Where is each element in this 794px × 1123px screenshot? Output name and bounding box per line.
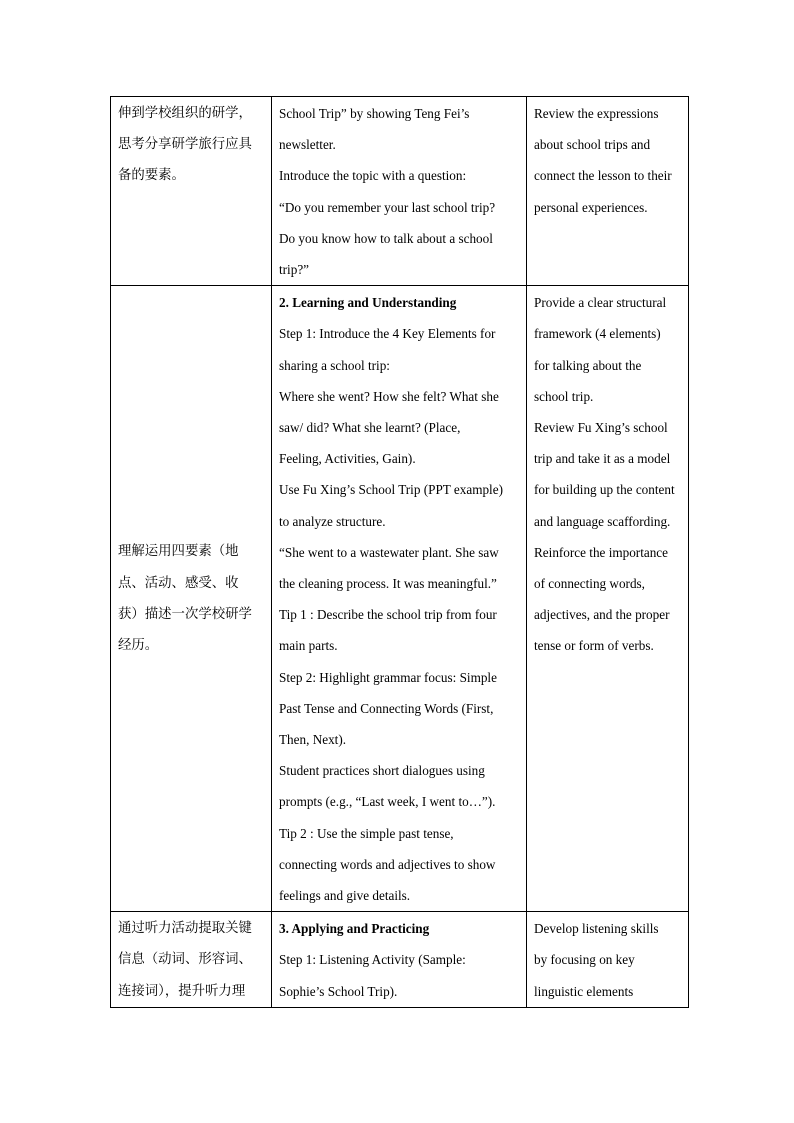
activity-line: Tip 1 : Describe the school trip from four <box>279 607 497 623</box>
objective-line: 点、活动、感受、收 <box>118 575 239 591</box>
purpose-cell <box>527 912 689 1008</box>
activity-line: trip?” <box>279 262 310 278</box>
purpose-line: by focusing on key <box>534 952 635 968</box>
section-heading: 3. Applying and Practicing <box>279 921 430 937</box>
activity-line: Feeling, Activities, Gain). <box>279 451 416 467</box>
purpose-line: about school trips and <box>534 137 651 153</box>
activity-line: School Trip” by showing Teng Fei’s <box>279 106 470 121</box>
activity-line: Where she went? How she felt? What she <box>279 388 499 404</box>
activity-line: Use Fu Xing’s School Trip (PPT example) <box>279 482 503 498</box>
purpose-line: adjectives, and the proper <box>534 607 670 623</box>
activity-line: Sophie’s School Trip). <box>279 983 398 999</box>
section-heading: 2. Learning and Understanding <box>279 295 457 311</box>
activity-cell <box>272 912 527 1008</box>
objective-cell <box>111 912 272 1008</box>
activity-line: to analyze structure. <box>279 513 386 529</box>
purpose-line: tense or form of verbs. <box>534 638 654 654</box>
activity-line: Past Tense and Connecting Words (First, <box>279 700 494 716</box>
activity-line: prompts (e.g., “Last week, I went to…”). <box>279 794 496 810</box>
objective-cell <box>111 97 272 286</box>
purpose-line: Provide a clear structural <box>534 295 667 311</box>
purpose-line: linguistic elements <box>534 983 634 999</box>
purpose-line: for talking about the <box>534 357 642 373</box>
activity-line: Introduce the topic with a question: <box>279 168 467 184</box>
activity-line: saw/ did? What she learnt? (Place, <box>279 420 461 436</box>
purpose-line: Review Fu Xing’s school <box>534 420 668 436</box>
activity-line: main parts. <box>279 638 338 654</box>
activity-line: Step 1: Listening Activity (Sample: <box>279 952 466 968</box>
activity-line: Step 1: Introduce the 4 Key Elements for <box>279 326 496 342</box>
purpose-cell <box>527 97 689 286</box>
objective-line: 连接词），提升听力理 <box>118 983 246 999</box>
purpose-line: for building up the content <box>534 482 675 498</box>
objective-line: 经历。 <box>118 637 159 653</box>
table-row <box>111 97 689 286</box>
table-row <box>111 912 689 1008</box>
purpose-line: and language scaffording. <box>534 513 671 529</box>
purpose-line: Develop listening skills <box>534 921 659 937</box>
activity-line: “Do you remember your last school trip? <box>279 199 496 215</box>
activity-cell <box>272 97 527 286</box>
activity-line: “She went to a wastewater plant. She saw <box>279 544 499 560</box>
purpose-line: personal experiences. <box>534 199 648 215</box>
objective-line: 信息（动词、形容词、 <box>118 952 252 968</box>
purpose-line: Review the expressions <box>534 106 659 121</box>
table-row <box>111 286 689 912</box>
lesson-plan-table <box>110 96 689 1008</box>
objective-line: 理解运用四要素（地 <box>118 544 239 560</box>
purpose-cell <box>527 286 689 912</box>
activity-line: Do you know how to talk about a school <box>279 230 493 246</box>
objective-line: 通过听力活动提取关键 <box>118 921 252 937</box>
activity-line: Tip 2 : Use the simple past tense, <box>279 825 454 841</box>
activity-line: connecting words and adjectives to show <box>279 856 496 872</box>
purpose-line: framework (4 elements) <box>534 326 661 342</box>
activity-cell <box>272 286 527 912</box>
activity-line: the cleaning process. It was meaningful.” <box>279 576 497 592</box>
activity-line: newsletter. <box>279 137 336 153</box>
purpose-line: trip and take it as a model <box>534 451 671 467</box>
activity-line: sharing a school trip: <box>279 357 390 373</box>
activity-line: Student practices short dialogues using <box>279 763 485 779</box>
objective-line: 备的要素。 <box>118 168 185 184</box>
activity-line: feelings and give details. <box>279 888 411 904</box>
objective-line: 获）描述一次学校研学 <box>118 606 252 622</box>
activity-line: Then, Next). <box>279 732 347 748</box>
objective-line: 伸到学校组织的研学， <box>118 106 252 121</box>
purpose-line: of connecting words, <box>534 576 645 592</box>
purpose-line: connect the lesson to their <box>534 168 672 184</box>
objective-cell <box>111 286 272 912</box>
purpose-line: Reinforce the importance <box>534 544 669 560</box>
objective-line: 思考分享研学旅行应具 <box>118 137 252 153</box>
purpose-line: school trip. <box>534 388 594 404</box>
activity-line: Step 2: Highlight grammar focus: Simple <box>279 669 497 685</box>
